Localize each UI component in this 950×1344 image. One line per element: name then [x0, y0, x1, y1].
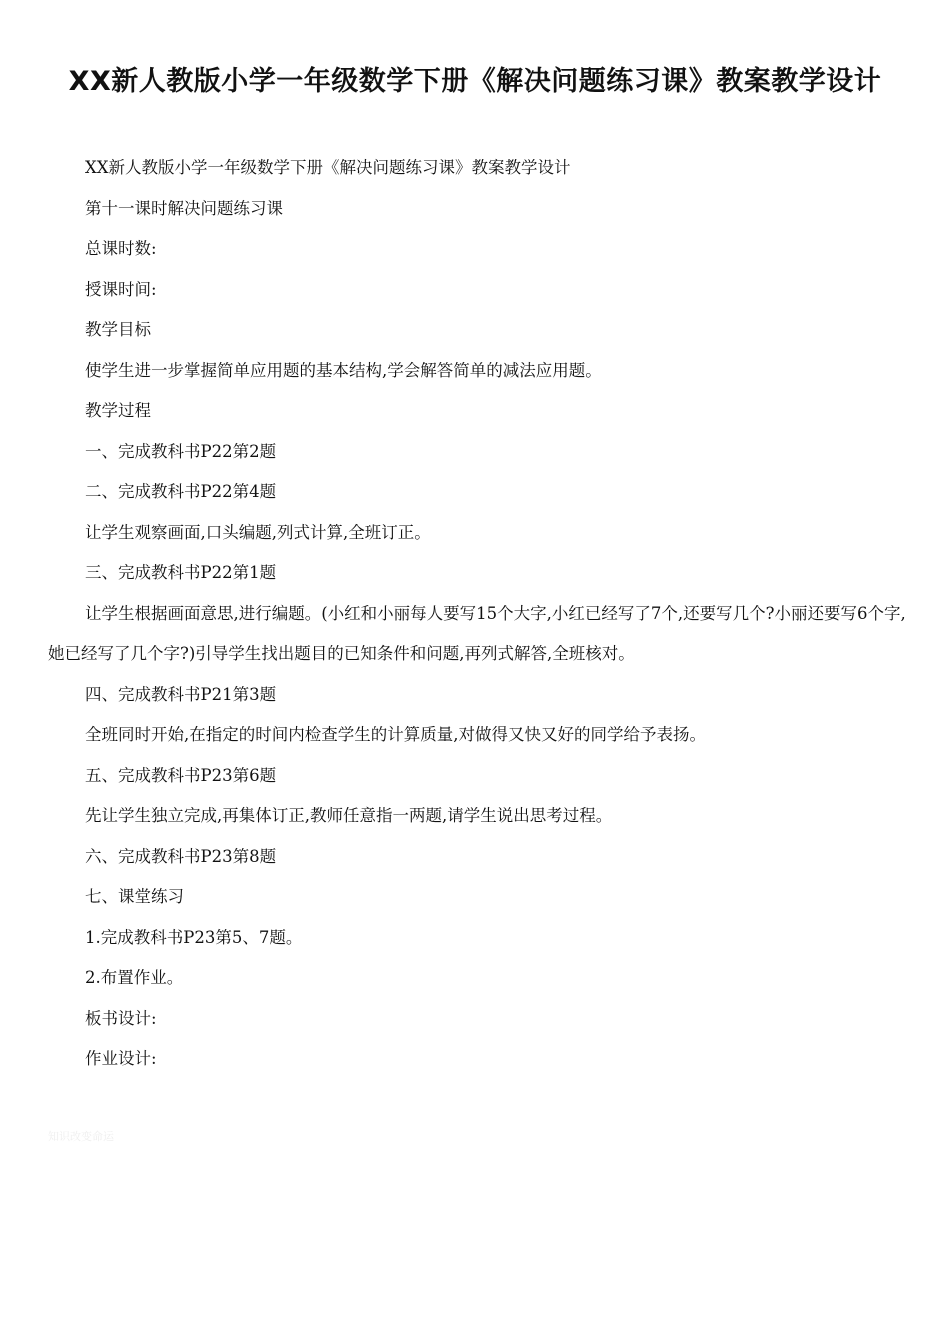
paragraph-step-4-detail: 全班同时开始,在指定的时间内检查学生的计算质量,对做得又快又好的同学给予表扬。	[85, 725, 706, 744]
paragraph-step-3: 三、完成教科书P22第1题	[85, 563, 277, 582]
paragraph-process-heading: 教学过程	[85, 401, 151, 420]
paragraph-homework-design: 作业设计:	[85, 1049, 157, 1068]
paragraph-goal-heading: 教学目标	[85, 320, 151, 339]
paragraph-lesson: 第十一课时解决问题练习课	[85, 198, 283, 218]
paragraph-step-5-detail: 先让学生独立完成,再集体订正,教师任意指一两题,请学生说出思考过程。	[85, 806, 613, 825]
paragraph-step-6: 六、完成教科书P23第8题	[85, 846, 277, 866]
paragraph-step-4: 四、完成教科书P21第3题	[85, 684, 277, 704]
paragraph-teaching-time: 授课时间:	[85, 279, 157, 299]
document-title: XX新人教版小学一年级数学下册《解决问题练习课》教案教学设计	[68, 66, 882, 97]
document-body	[48, 148, 908, 1080]
watermark-text: 知识改变命运	[48, 1130, 114, 1143]
paragraph-goal: 使学生进一步掌握简单应用题的基本结构,学会解答简单的减法应用题。	[85, 360, 602, 380]
paragraph-total-hours: 总课时数:	[85, 239, 157, 258]
paragraph-step-5: 五、完成教科书P23第6题	[85, 765, 277, 785]
paragraph-exercise-2: 2.布置作业。	[85, 968, 184, 987]
paragraph-step-1: 一、完成教科书P22第2题	[85, 441, 277, 461]
paragraph-subtitle: XX新人教版小学一年级数学下册《解决问题练习课》教案教学设计	[85, 158, 571, 177]
paragraph-board-design: 板书设计:	[85, 1008, 157, 1028]
paragraph-step-3-detail: 让学生根据画面意思,进行编题。(小红和小丽每人要写15个大字,小红已经写了7个,还要写几个?小丽还要写6个字,她已经写了几个字?)引导学生找出题目的已知条件和问题,再列式解答,全班核对。	[48, 603, 906, 663]
paragraph-step-2-detail: 让学生观察画面,口头编题,列式计算,全班订正。	[85, 522, 431, 542]
paragraph-exercise-1: 1.完成教科书P23第5、7题。	[85, 927, 303, 947]
paragraph-step-2: 二、完成教科书P22第4题	[85, 482, 277, 501]
paragraph-step-7: 七、课堂练习	[85, 887, 184, 906]
